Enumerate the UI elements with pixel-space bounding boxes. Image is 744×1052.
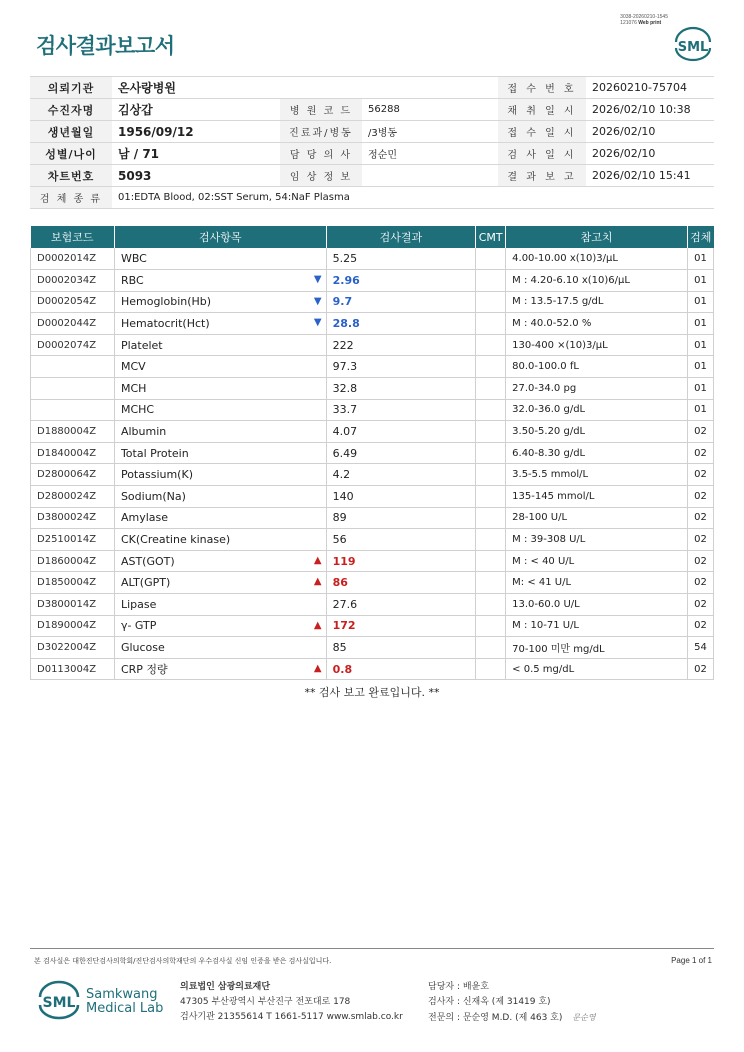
cell-specimen: 01	[687, 313, 713, 335]
cell-code: D0002074Z	[31, 334, 115, 356]
cell-item	[114, 334, 326, 356]
staff-info	[428, 980, 596, 1026]
cell-ref: < 0.5 mg/dL	[506, 658, 688, 680]
table-row	[31, 486, 714, 508]
table-row	[31, 572, 714, 594]
item-name: RBC	[120, 273, 144, 287]
info-value: 5093	[112, 165, 280, 187]
footer-divider	[30, 948, 714, 949]
cell-cmt	[476, 594, 506, 616]
cell-result: 97.3	[326, 356, 476, 378]
cell-specimen: 02	[687, 615, 713, 637]
cell-ref: M : 40.0-52.0 %	[506, 313, 688, 335]
cell-specimen: 01	[687, 356, 713, 378]
cell-result: 4.2	[326, 464, 476, 486]
specimen-row	[30, 187, 714, 209]
cell-specimen: 02	[687, 507, 713, 529]
cell-result: 85	[326, 637, 476, 659]
cell-specimen: 01	[687, 248, 713, 270]
table-row	[31, 550, 714, 572]
item-name: Sodium(Na)	[120, 489, 186, 503]
item-name: MCHC	[120, 403, 155, 417]
patient-info-table	[30, 76, 714, 209]
cell-result: 2.96	[326, 270, 476, 292]
cell-item	[114, 442, 326, 464]
cell-item	[114, 658, 326, 680]
cell-item	[114, 529, 326, 551]
low-flag-icon: ▼	[313, 295, 322, 307]
cell-item	[114, 421, 326, 443]
lab-name-line2: Medical Lab	[86, 1001, 164, 1016]
info-value: 1956/09/12	[112, 121, 280, 143]
cell-result: 172	[326, 615, 476, 637]
info-label: 채 취 일 시	[498, 99, 586, 121]
cell-specimen: 01	[687, 291, 713, 313]
item-name: Total Protein	[120, 446, 189, 460]
cell-cmt	[476, 507, 506, 529]
staff-value-tester: 신재옥 (제 31419 호)	[462, 997, 551, 1007]
item-name: CRP 정량	[120, 663, 168, 677]
info-label: 진료과/병동	[280, 121, 362, 143]
cell-result: 56	[326, 529, 476, 551]
info-label: 성별/나이	[30, 143, 112, 165]
info-label: 접 수 일 시	[498, 121, 586, 143]
cell-item	[114, 550, 326, 572]
cell-item	[114, 486, 326, 508]
cell-result: 0.8	[326, 658, 476, 680]
page-title: 검사결과보고서	[36, 34, 175, 58]
item-name: Albumin	[120, 425, 167, 439]
low-flag-icon: ▼	[313, 274, 322, 286]
cell-ref: 80.0-100.0 fL	[506, 356, 688, 378]
item-name: AST(GOT)	[120, 554, 175, 568]
info-value: 2026/02/10	[586, 143, 714, 165]
table-row	[31, 270, 714, 292]
info-row	[30, 165, 714, 187]
cell-code: D1880004Z	[31, 421, 115, 443]
info-value: 20260210-75704	[586, 77, 714, 99]
organization-info	[180, 980, 403, 1025]
item-name: MCV	[120, 360, 146, 374]
info-value: 정순민	[362, 143, 498, 165]
cell-ref: 32.0-36.0 g/dL	[506, 399, 688, 421]
cell-result: 32.8	[326, 378, 476, 400]
specimen-value: 01:EDTA Blood, 02:SST Serum, 54:NaF Plasma	[112, 187, 714, 209]
cell-cmt	[476, 658, 506, 680]
cell-code: D3800024Z	[31, 507, 115, 529]
report-code	[620, 14, 668, 26]
cell-item	[114, 291, 326, 313]
cell-ref: 13.0-60.0 U/L	[506, 594, 688, 616]
table-row	[31, 291, 714, 313]
cell-code	[31, 399, 115, 421]
cell-specimen: 01	[687, 399, 713, 421]
page-number: Page 1 of 1	[671, 956, 712, 965]
header-specimen: 검체	[687, 226, 713, 248]
cell-code: D3800014Z	[31, 594, 115, 616]
cell-result: 27.6	[326, 594, 476, 616]
cell-item	[114, 248, 326, 270]
cell-item	[114, 356, 326, 378]
results-table	[30, 226, 714, 680]
cell-item	[114, 378, 326, 400]
cell-specimen: 02	[687, 529, 713, 551]
table-row	[31, 248, 714, 270]
info-value: 김상갑	[112, 99, 280, 121]
samkwang-logo-text: SML	[42, 995, 76, 1011]
cell-specimen: 54	[687, 637, 713, 659]
info-label: 담 당 의 사	[280, 143, 362, 165]
info-label: 접 수 번 호	[498, 77, 586, 99]
cell-ref: 3.50-5.20 g/dL	[506, 421, 688, 443]
item-name: WBC	[120, 252, 147, 266]
cell-code: D2800024Z	[31, 486, 115, 508]
cell-result: 6.49	[326, 442, 476, 464]
cell-code: D1860004Z	[31, 550, 115, 572]
header-item: 검사항목	[114, 226, 326, 248]
cell-code: D1840004Z	[31, 442, 115, 464]
info-row	[30, 77, 714, 99]
item-name: γ- GTP	[120, 619, 157, 633]
org-name: 의료법인 삼광의료재단	[180, 982, 271, 992]
cell-code: D0002014Z	[31, 248, 115, 270]
table-row	[31, 442, 714, 464]
cell-ref: 6.40-8.30 g/dL	[506, 442, 688, 464]
staff-label-tester: 검사자 :	[428, 997, 460, 1007]
cell-code	[31, 356, 115, 378]
cell-specimen: 02	[687, 464, 713, 486]
info-label: 임 상 정 보	[280, 165, 362, 187]
low-flag-icon: ▼	[313, 317, 322, 329]
sml-logo-icon	[672, 26, 714, 62]
cell-cmt	[476, 442, 506, 464]
cell-code: D0002044Z	[31, 313, 115, 335]
table-row	[31, 529, 714, 551]
cell-ref: M : 10-71 U/L	[506, 615, 688, 637]
info-value: /3병동	[362, 121, 498, 143]
lab-name-line1: Samkwang	[86, 987, 158, 1002]
info-label: 생년월일	[30, 121, 112, 143]
cell-specimen: 02	[687, 594, 713, 616]
cell-result: 5.25	[326, 248, 476, 270]
cell-result: 9.7	[326, 291, 476, 313]
cell-ref: 4.00-10.00 x(10)3/μL	[506, 248, 688, 270]
header-code: 보험코드	[31, 226, 115, 248]
org-address: 47305 부산광역시 부산진구 전포대로 178	[180, 997, 351, 1007]
lab-name	[86, 988, 163, 1016]
info-value: 남 / 71	[112, 143, 280, 165]
cell-specimen: 02	[687, 421, 713, 443]
cell-specimen: 02	[687, 658, 713, 680]
item-name: MCH	[120, 381, 147, 395]
info-row	[30, 143, 714, 165]
report-code-line2: 121076	[620, 20, 637, 26]
staff-value-specialist: 문순영 M.D. (제 463 호)	[462, 1013, 563, 1023]
staff-value-manager: 배윤호	[462, 982, 489, 992]
cell-ref: M : 4.20-6.10 x(10)6/μL	[506, 270, 688, 292]
info-row	[30, 121, 714, 143]
info-row	[30, 99, 714, 121]
cell-specimen: 01	[687, 334, 713, 356]
cell-ref: 70-100 미만 mg/dL	[506, 637, 688, 659]
cell-code: D1850004Z	[31, 572, 115, 594]
cell-item	[114, 594, 326, 616]
cell-cmt	[476, 615, 506, 637]
table-row	[31, 421, 714, 443]
table-row	[31, 658, 714, 680]
header-result: 검사결과	[326, 226, 476, 248]
cell-cmt	[476, 378, 506, 400]
info-value: 2026/02/10 10:38	[586, 99, 714, 121]
table-row	[31, 334, 714, 356]
cell-result: 28.8	[326, 313, 476, 335]
cell-cmt	[476, 356, 506, 378]
item-name: Hemoglobin(Hb)	[120, 295, 212, 309]
cell-ref: 135-145 mmol/L	[506, 486, 688, 508]
cell-item	[114, 399, 326, 421]
info-value	[362, 77, 498, 99]
cell-cmt	[476, 550, 506, 572]
item-name: Amylase	[120, 511, 168, 525]
info-label: 수진자명	[30, 99, 112, 121]
cell-specimen: 02	[687, 486, 713, 508]
item-name: ALT(GPT)	[120, 576, 171, 590]
cell-code: D1890004Z	[31, 615, 115, 637]
cell-ref: M : < 40 U/L	[506, 550, 688, 572]
cell-specimen: 01	[687, 378, 713, 400]
table-row	[31, 637, 714, 659]
high-flag-icon: ▲	[313, 662, 322, 674]
cell-code: D0113004Z	[31, 658, 115, 680]
cell-code: D0002034Z	[31, 270, 115, 292]
cell-item	[114, 615, 326, 637]
cell-result: 119	[326, 550, 476, 572]
cell-ref: 28-100 U/L	[506, 507, 688, 529]
cell-result: 33.7	[326, 399, 476, 421]
certification-text: 본 검사실은 대한진단검사의학회/진단검사의학재단의 우수검사실 신임 인증을 받은 검사실입니다.	[34, 957, 332, 965]
table-row	[31, 615, 714, 637]
cell-specimen: 02	[687, 572, 713, 594]
cell-code: D0002054Z	[31, 291, 115, 313]
web-print-label: Web print	[638, 20, 662, 26]
cell-specimen: 02	[687, 442, 713, 464]
cell-code: D2510014Z	[31, 529, 115, 551]
cell-code	[31, 378, 115, 400]
cell-item	[114, 270, 326, 292]
header-cmt: CMT	[476, 226, 506, 248]
cell-ref: M: < 41 U/L	[506, 572, 688, 594]
cell-item	[114, 572, 326, 594]
info-label	[280, 77, 362, 99]
cell-ref: 27.0-34.0 pg	[506, 378, 688, 400]
cell-cmt	[476, 637, 506, 659]
high-flag-icon: ▲	[313, 554, 322, 566]
signature: 문순영	[572, 1013, 596, 1022]
table-row	[31, 378, 714, 400]
cell-cmt	[476, 270, 506, 292]
table-row	[31, 507, 714, 529]
specimen-label: 검 체 종 류	[30, 187, 112, 209]
header-ref: 참고치	[506, 226, 688, 248]
cell-specimen: 01	[687, 270, 713, 292]
cell-cmt	[476, 464, 506, 486]
high-flag-icon: ▲	[313, 619, 322, 631]
cell-code: D2800064Z	[31, 464, 115, 486]
cell-result: 222	[326, 334, 476, 356]
info-value: 온사랑병원	[112, 77, 280, 99]
item-name: Hematocrit(Hct)	[120, 317, 210, 331]
cell-result: 89	[326, 507, 476, 529]
info-label: 검 사 일 시	[498, 143, 586, 165]
item-name: Lipase	[120, 597, 157, 611]
staff-label-manager: 담당자 :	[428, 982, 460, 992]
cell-result: 4.07	[326, 421, 476, 443]
cell-ref: M : 39-308 U/L	[506, 529, 688, 551]
sml-logo-text: SML	[677, 40, 709, 55]
info-value: 56288	[362, 99, 498, 121]
info-label: 차트번호	[30, 165, 112, 187]
info-label: 의뢰기관	[30, 77, 112, 99]
samkwang-logo-icon	[36, 980, 82, 1020]
cell-cmt	[476, 334, 506, 356]
item-name: Glucose	[120, 640, 165, 654]
cell-cmt	[476, 572, 506, 594]
cell-cmt	[476, 421, 506, 443]
staff-label-specialist: 전문의 :	[428, 1013, 460, 1023]
item-name: CK(Creatine kinase)	[120, 533, 231, 547]
item-name: Potassium(K)	[120, 468, 193, 482]
cell-ref: 130-400 ×(10)3/μL	[506, 334, 688, 356]
results-header-row	[31, 226, 714, 248]
cell-cmt	[476, 529, 506, 551]
info-value: 2026/02/10 15:41	[586, 165, 714, 187]
info-value: 2026/02/10	[586, 121, 714, 143]
report-complete-text: ** 검사 보고 완료입니다. **	[304, 686, 440, 699]
cell-code: D3022004Z	[31, 637, 115, 659]
cell-result: 140	[326, 486, 476, 508]
table-row	[31, 464, 714, 486]
cell-cmt	[476, 399, 506, 421]
cell-specimen: 02	[687, 550, 713, 572]
report-code-line1: 3038-20260210-1545	[620, 14, 668, 20]
cell-item	[114, 313, 326, 335]
cell-item	[114, 464, 326, 486]
info-label: 병 원 코 드	[280, 99, 362, 121]
cell-ref: 3.5-5.5 mmol/L	[506, 464, 688, 486]
cell-ref: M : 13.5-17.5 g/dL	[506, 291, 688, 313]
item-name: Platelet	[120, 338, 163, 352]
cell-item	[114, 637, 326, 659]
org-contact: 검사기관 21355614 T 1661-5117 www.smlab.co.kr	[180, 1012, 403, 1022]
info-label: 결 과 보 고	[498, 165, 586, 187]
table-row	[31, 356, 714, 378]
cell-cmt	[476, 486, 506, 508]
table-row	[31, 313, 714, 335]
high-flag-icon: ▲	[313, 576, 322, 588]
cell-result: 86	[326, 572, 476, 594]
cell-cmt	[476, 248, 506, 270]
cell-cmt	[476, 291, 506, 313]
table-row	[31, 399, 714, 421]
cell-item	[114, 507, 326, 529]
table-row	[31, 594, 714, 616]
info-value	[362, 165, 498, 187]
cell-cmt	[476, 313, 506, 335]
